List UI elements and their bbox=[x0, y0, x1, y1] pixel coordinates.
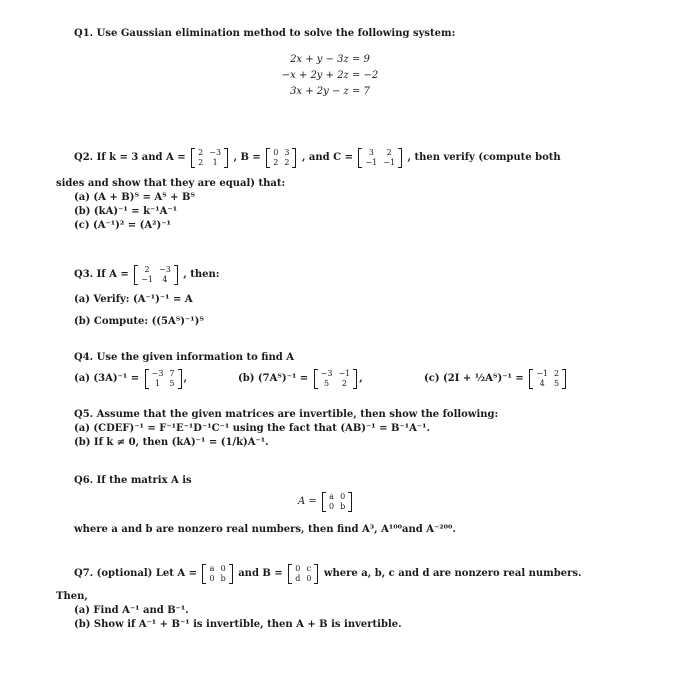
q1-equation-3: 3x + 2y − z = 7 bbox=[290, 86, 370, 97]
matrix-entry: −1 bbox=[338, 368, 351, 378]
q7-tail: where a, b, c and d are nonzero real numbers. bbox=[323, 568, 582, 579]
q7-b-label: and B = bbox=[238, 568, 283, 579]
matrix-entry: 3 bbox=[368, 147, 374, 157]
q2-lead: Q2. If k = 3 and A = bbox=[74, 152, 186, 163]
matrix-entry: −1 bbox=[383, 157, 396, 167]
matrix-entry: 1 bbox=[154, 378, 161, 388]
q2-matrix-c bbox=[358, 148, 402, 168]
q6-title: Q6. If the matrix A is bbox=[74, 475, 192, 486]
q5-title: Q5. Assume that the given matrices are invertible, then show the following: bbox=[74, 409, 499, 420]
matrix-entry: 0 bbox=[295, 563, 301, 573]
q3-tail: , then: bbox=[183, 269, 220, 280]
q4-matrix-b bbox=[314, 369, 358, 389]
q2-matrix-b bbox=[266, 148, 296, 168]
q1-title: Q1. Use Gaussian elimination method to solve the following system: bbox=[74, 28, 456, 39]
matrix-entry: 1 bbox=[212, 157, 218, 167]
q5-part-a: (a) (CDEF)⁻¹ = F⁻¹E⁻¹D⁻¹C⁻¹ using the fact that (AB)⁻¹ = B⁻¹A⁻¹. bbox=[74, 423, 431, 434]
matrix-entry: a bbox=[329, 491, 334, 501]
q3-part-b: (b) Compute: ((5Aᵀ)⁻¹)ᵀ bbox=[74, 316, 204, 327]
matrix-entry: 0 bbox=[209, 573, 215, 583]
matrix-entry: 2 bbox=[198, 157, 204, 167]
matrix-entry: −1 bbox=[365, 157, 378, 167]
q4-title: Q4. Use the given information to find A bbox=[74, 352, 295, 363]
q6-matrix-a bbox=[322, 492, 352, 512]
q4-part-b: (b) (7Aᵀ)⁻¹ = −3 −1 5 2 , bbox=[238, 368, 363, 388]
matrix-entry: 5 bbox=[169, 378, 175, 388]
q6-matrix-def bbox=[298, 490, 354, 514]
q4-part-c bbox=[424, 367, 568, 391]
q1-equation-1: 2x + y − 3z = 9 bbox=[290, 54, 370, 65]
q4-matrix-c bbox=[529, 369, 566, 389]
q4-b-label: (b) (7Aᵀ)⁻¹ = bbox=[238, 373, 309, 384]
matrix-entry: 2 bbox=[341, 378, 347, 388]
q2-matrix-a bbox=[191, 148, 228, 168]
q2-part-c: (c) (A⁻¹)² = (A²)⁻¹ bbox=[74, 220, 171, 231]
matrix-entry: 0 bbox=[306, 573, 312, 583]
matrix-entry: −3 bbox=[159, 264, 171, 274]
q2-c-label: , and C = bbox=[301, 152, 353, 163]
q2-part-a: (a) (A + B)ᵀ = Aᵀ + Bᵀ bbox=[74, 192, 195, 203]
q7-part-a: (a) Find A⁻¹ and B⁻¹. bbox=[74, 605, 189, 616]
matrix-entry: 0 bbox=[340, 491, 346, 501]
q2-b-label: , B = bbox=[233, 152, 261, 163]
q4-a-label: (a) (3A)⁻¹ = bbox=[74, 373, 140, 384]
matrix-entry: b bbox=[340, 501, 346, 511]
matrix-entry: 2 bbox=[198, 147, 204, 157]
matrix-entry: 3 bbox=[284, 147, 290, 157]
matrix-entry: −3 bbox=[151, 368, 164, 378]
matrix-entry: c bbox=[306, 563, 312, 573]
matrix-entry: 0 bbox=[328, 501, 335, 511]
matrix-entry: b bbox=[220, 573, 226, 583]
q7-lead: Q7. (optional) Let A = bbox=[74, 568, 197, 579]
matrix-entry: 0 bbox=[220, 563, 226, 573]
matrix-entry: 2 bbox=[554, 368, 560, 378]
q2-tail: , then verify (compute both bbox=[407, 152, 561, 163]
q2-line-2: sides and show that they are equal) that: bbox=[56, 178, 286, 189]
q3-statement bbox=[74, 263, 219, 287]
matrix-entry: 0 bbox=[273, 147, 279, 157]
matrix-entry: 7 bbox=[169, 368, 175, 378]
q7-statement bbox=[74, 562, 581, 586]
matrix-entry: 5 bbox=[324, 378, 330, 388]
q7-matrix-a bbox=[202, 564, 232, 584]
q4-c-label: (c) (2I + ½Aᵀ)⁻¹ = bbox=[424, 373, 524, 384]
q7-part-b: (b) Show if A⁻¹ + B⁻¹ is invertible, then A + B is invertible. bbox=[74, 619, 402, 630]
q4-part-a: (a) (3A)⁻¹ = −3 7 1 5 , bbox=[74, 368, 187, 388]
q5-part-b: (b) If k ≠ 0, then (kA)⁻¹ = (1/k)A⁻¹. bbox=[74, 437, 269, 448]
matrix-entry: 5 bbox=[554, 378, 560, 388]
q7-then: Then, bbox=[56, 591, 88, 602]
matrix-entry: 4 bbox=[539, 378, 545, 388]
matrix-entry: −1 bbox=[141, 274, 153, 284]
q4-matrix-a bbox=[145, 369, 182, 389]
q7-matrix-b bbox=[288, 564, 318, 584]
matrix-entry: d bbox=[295, 573, 301, 583]
q6-a-label: A = bbox=[298, 496, 317, 507]
matrix-entry: −3 bbox=[320, 368, 333, 378]
q6-tail: where a and b are nonzero real numbers, then find A³, A¹⁰⁰and A⁻²⁰⁰. bbox=[74, 524, 456, 535]
matrix-entry: 2 bbox=[144, 264, 150, 274]
matrix-entry: 4 bbox=[162, 274, 168, 284]
q3-lead: Q3. If A = bbox=[74, 269, 129, 280]
matrix-entry: 2 bbox=[386, 147, 392, 157]
q3-part-a: (a) Verify: (A⁻¹)⁻¹ = A bbox=[74, 294, 193, 305]
matrix-entry: −3 bbox=[209, 147, 222, 157]
matrix-entry: 2 bbox=[284, 157, 290, 167]
q2-statement bbox=[74, 146, 561, 170]
q2-part-b: (b) (kA)⁻¹ = k⁻¹A⁻¹ bbox=[74, 206, 178, 217]
q1-equation-2: −x + 2y + 2z = −2 bbox=[281, 70, 379, 81]
matrix-entry: a bbox=[209, 563, 215, 573]
matrix-entry: −1 bbox=[536, 368, 549, 378]
q3-matrix-a bbox=[134, 265, 178, 285]
matrix-entry: 2 bbox=[273, 157, 279, 167]
